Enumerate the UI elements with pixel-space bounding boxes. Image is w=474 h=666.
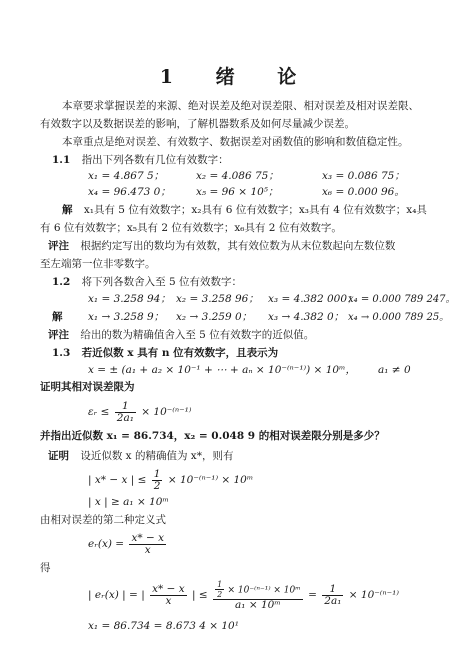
answer-x4: x₄ → 0.000 789 25。 (348, 312, 450, 323)
fraction-denominator: x (144, 543, 151, 556)
relative-error-definition (88, 530, 168, 558)
formula-lhs: | x* − x | ≤ (88, 474, 147, 486)
definition-intro: 由相对误差的第二种定义式 (40, 514, 166, 526)
intro-line-2: 有效数字以及数据误差的影响，了解机器数系及如何尽量减少误差。 (40, 118, 355, 130)
derive-label: 得 (40, 562, 51, 574)
answer-x2: x₂ → 3.259 0； (176, 311, 253, 323)
fraction-denominator: 2 (153, 479, 161, 492)
question-line: 并指出近似数 x₁ = 86.734，x₂ = 0.048 9 的相对误差限分别是多少？ (40, 430, 385, 442)
problem-number: 1.2 (52, 276, 71, 288)
inner-fraction (215, 580, 224, 599)
value-x5: x₅ = 96 × 10⁵； (196, 186, 279, 198)
comment-text: 根据约定写出的数均为有效数，其有效位数为从末位数起向左数位数 (80, 240, 396, 252)
intro-line-1: 本章要求掌握误差的来源、绝对误差及绝对误差限、相对误差及相对误差限、 (62, 100, 419, 112)
problem-question: 若近似数 x 具有 n 位有效数字，且表示为 (81, 347, 279, 359)
value-x6: x₆ = 0.000 96。 (322, 186, 405, 198)
fraction-denominator: a₁ × 10ᵐ (235, 598, 281, 611)
comment-label: 评注 (48, 329, 69, 341)
fraction-denominator: 2a₁ (324, 594, 342, 607)
fraction (322, 584, 343, 607)
fraction (115, 401, 136, 424)
formula-lhs: εᵣ ≤ (88, 406, 110, 418)
proof-text: 设近似数 x 的精确值为 x*，则有 (80, 450, 234, 462)
value-x3: x₃ = 0.086 75； (322, 170, 405, 182)
fraction (213, 580, 303, 611)
representation-condition: a₁ ≠ 0 (378, 364, 411, 376)
solution-label: 解 (62, 204, 73, 216)
result-formula: | eᵣ(x) | = | $\frac{x* - x}{x}$ | ≤ $\frac{1}{2}$ × 10⁻⁽ⁿ⁻¹⁾ × 10ᵐ a₁ × 10ᵐ = $\frac{1}{\text{2a₁}}$ × 10⁻⁽ⁿ⁻¹⁾ (88, 579, 399, 611)
solution-line (52, 311, 63, 324)
value-x3: x₃ = 4.382 000； (268, 293, 358, 305)
problem-1-3-heading (52, 347, 278, 360)
solution-line-2: 有 6 位有效数字；x₅具有 2 位有效数字；x₆具有 2 位有效数字。 (40, 222, 342, 234)
intro-line-3: 本章重点是绝对误差、有效数字、数据误差对函数值的影响和数值稳定性。 (62, 136, 409, 148)
comment-line-2: 至左端第一位非零数字。 (40, 258, 156, 270)
numerator-tail: × 10⁻⁽ⁿ⁻¹⁾ × 10ᵐ (227, 585, 301, 595)
comment-line-1 (48, 240, 395, 253)
problem-question: 将下列各数舍入至 5 位有效数字： (81, 276, 242, 288)
value-x2: x₂ = 4.086 75； (196, 170, 279, 182)
problem-question: 指出下列各数有几位有效数字： (81, 154, 229, 166)
value-x2: x₂ = 3.258 96； (176, 293, 259, 305)
proof-line (48, 450, 233, 463)
comment-label: 评注 (48, 240, 69, 252)
inner-numerator: 1 (217, 579, 223, 589)
proof-label: 证明 (48, 450, 69, 462)
problem-1-1-heading (52, 154, 229, 167)
fraction-denominator: x (165, 594, 172, 607)
formula-tail: × 10⁻⁽ⁿ⁻¹⁾ (348, 589, 399, 601)
fraction (150, 584, 187, 607)
fraction-numerator: 1 (322, 584, 343, 596)
prove-statement: 证明其相对误差限为 (40, 381, 135, 393)
formula-lhs: eᵣ(x) = (88, 538, 125, 550)
solution-line-1 (62, 204, 427, 217)
fraction-numerator: x* − x (131, 531, 165, 544)
formula-tail: × 10⁻⁽ⁿ⁻¹⁾ × 10ᵐ (167, 474, 254, 486)
absolute-error-bound (88, 466, 253, 494)
value-x1: x₁ = 3.258 94； (88, 293, 171, 305)
formula-tail: × 10⁻⁽ⁿ⁻¹⁾ (141, 406, 192, 418)
equals-sign: = (308, 589, 317, 601)
comment-line (48, 329, 314, 342)
value-x1: x₁ = 4.867 5； (88, 170, 165, 182)
fraction (129, 533, 166, 556)
formula-lhs: | eᵣ(x) | = (88, 589, 138, 601)
problem-number: 1.1 (52, 154, 71, 166)
representation-formula: x = ± (a₁ + a₂ × 10⁻¹ + ⋯ + aₙ × 10⁻⁽ⁿ⁻¹⁾) × 10ᵐ， (88, 364, 356, 376)
comment-text: 给出的数为精确值舍入至 5 位有效数字的近似值。 (80, 329, 315, 341)
value-x4: x₄ = 96.473 0； (88, 186, 171, 198)
problem-1-2-heading (52, 276, 242, 289)
value-x4: x₄ = 0.000 789 247。 (348, 294, 456, 305)
inner-denominator: 2 (217, 589, 223, 599)
magnitude-bound: | x | ≥ a₁ × 10ᵐ (88, 496, 169, 508)
fraction-denominator: 2a₁ (116, 411, 134, 424)
answer-x3: x₃ → 4.382 0； (268, 311, 345, 323)
solution-text: x₁具有 5 位有效数字；x₂具有 6 位有效数字；x₃具有 4 位有效数字；x₄具 (83, 204, 427, 216)
fraction-numerator: x* − x (152, 582, 185, 595)
relative-error-bound (88, 398, 191, 426)
fraction-numerator: 1 (115, 401, 136, 413)
solution-label: 解 (52, 311, 63, 323)
last-line: x₁ = 86.734 = 8.673 4 × 10¹ (88, 620, 239, 632)
fraction-numerator (213, 580, 303, 600)
fraction-numerator: 1 (153, 467, 161, 480)
problem-number: 1.3 (52, 347, 71, 359)
answer-x1: x₁ → 3.258 9； (88, 311, 165, 323)
fraction (152, 469, 163, 492)
chapter-title: 1 绪 论 (159, 66, 315, 88)
